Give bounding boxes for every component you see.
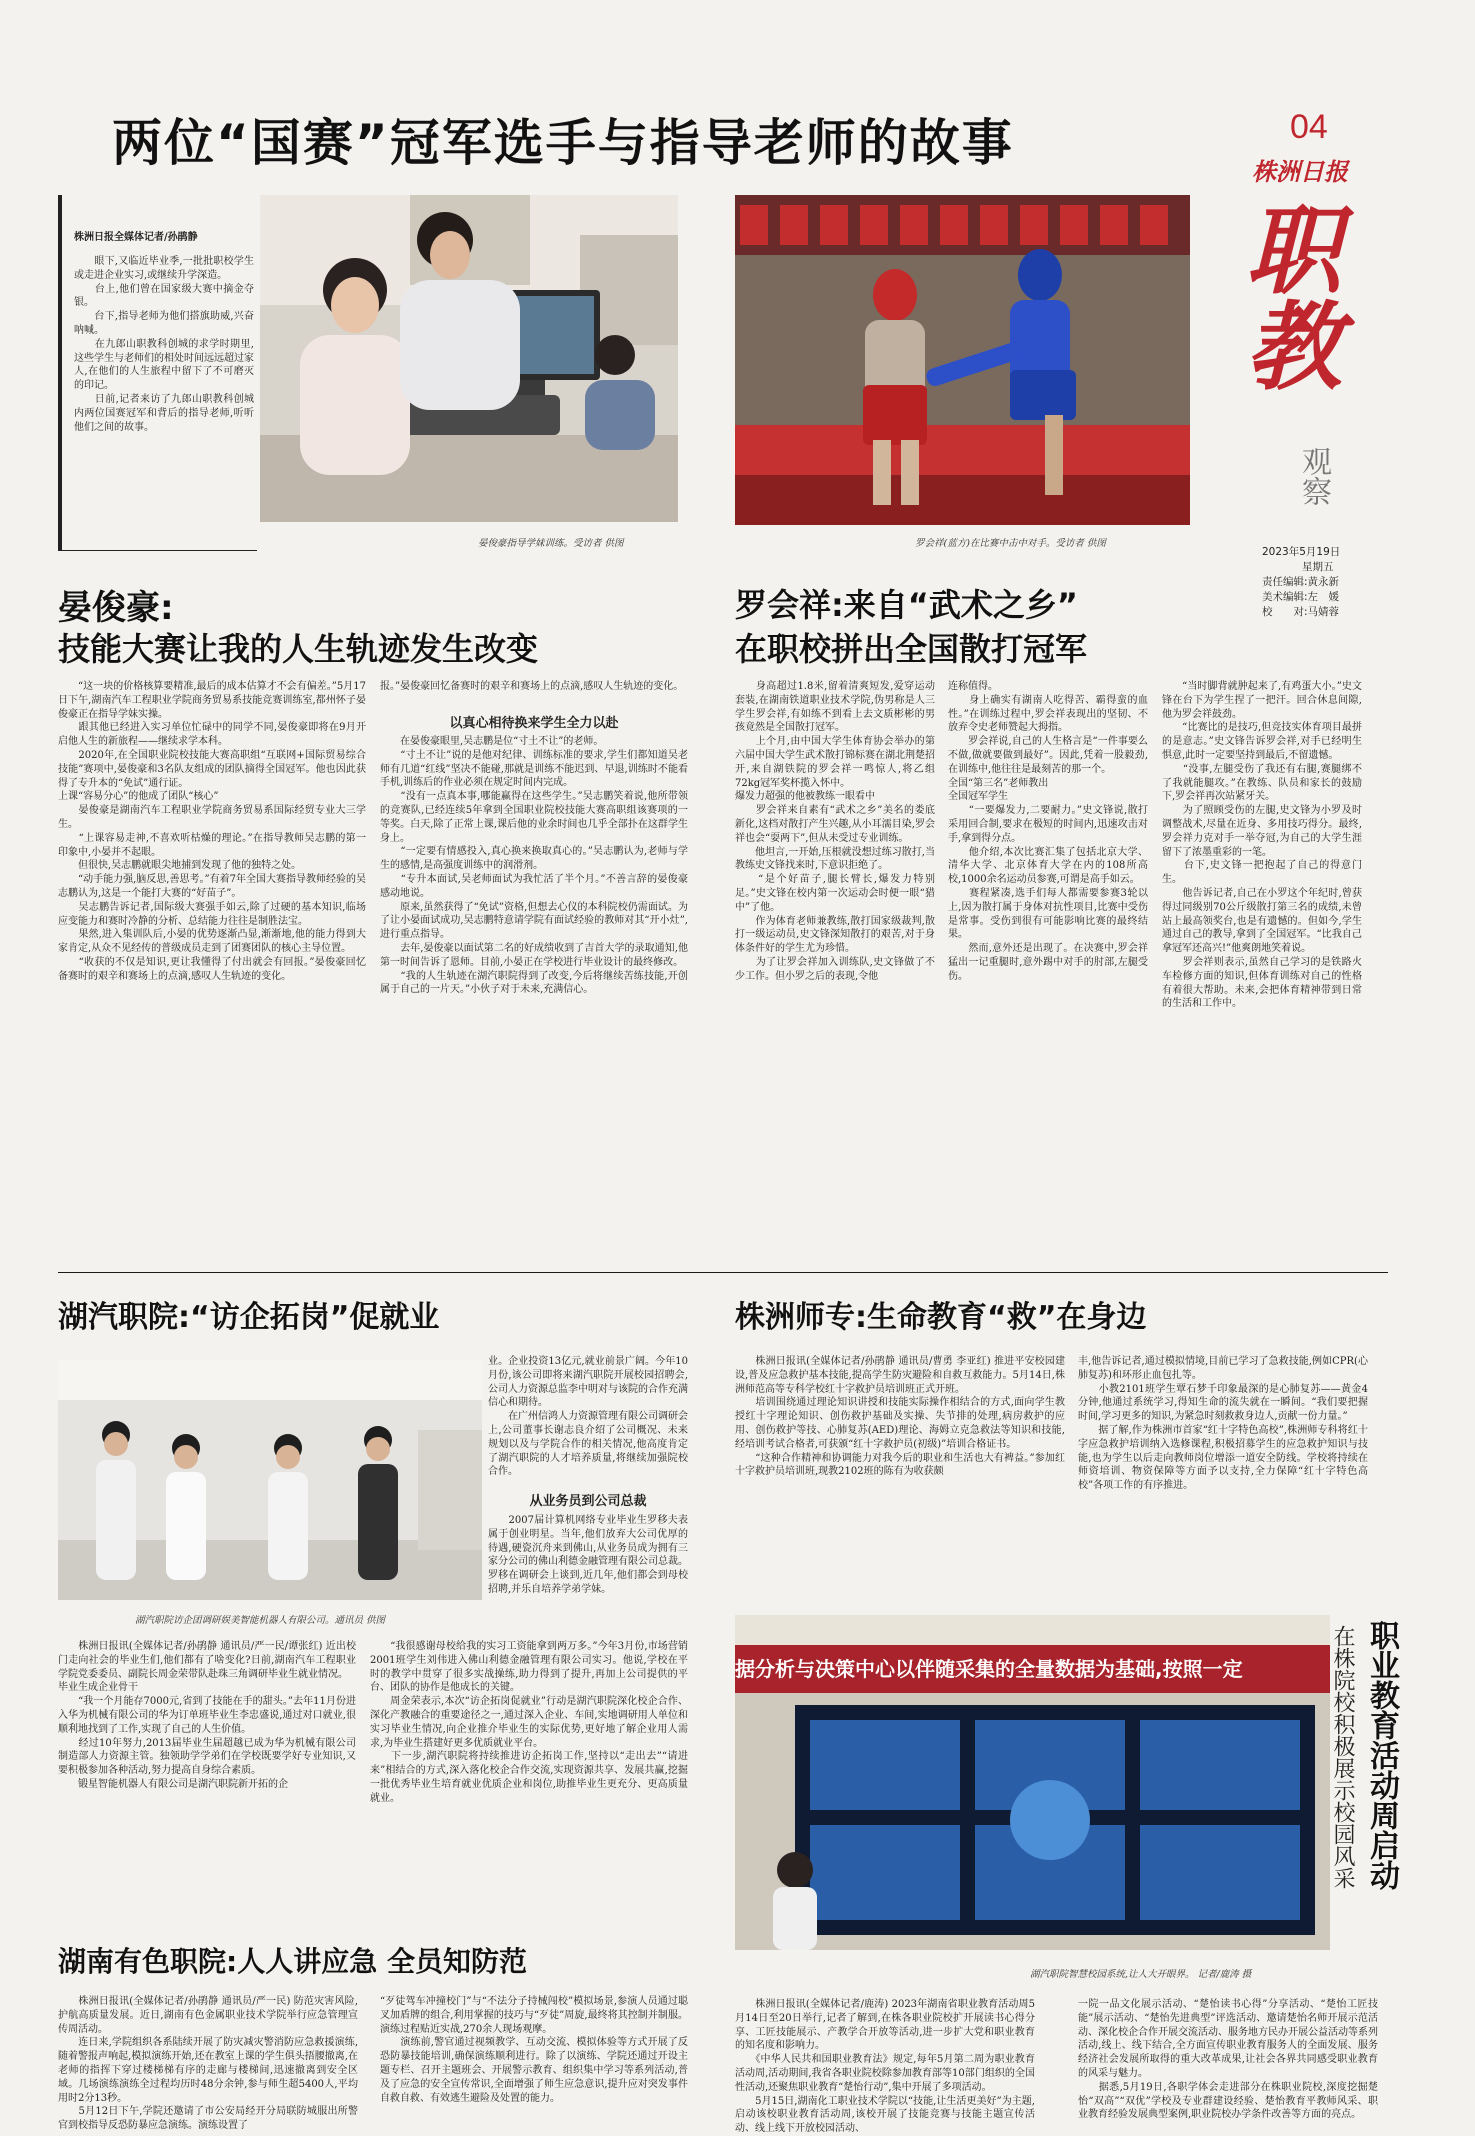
article3-col1: 株洲日报讯(全媒体记者/孙鹃静 通讯员/严一民/谭张红) 近出校门走向社会的毕业生们,他们都有了啥变化?日前,湖南汽车工程职业学院党委委员、副院长周金荣带队赴珠三角调研毕业生就业情况。 毕业生成企业骨干 “我一个月能存7000元,省到了技能在手的甜头。”去年11月份进入华为机械有限公司的华为订单班毕业生李忠盛说,通过对口就业,很顺利地找到了工作,实现了自己的人生价值。 经过10年努力,2013届毕业生届超越已成为华为机械有限公司制造部人力资源主管。独领助学学弟们在学校既要学好专业知识,又要积极参加各种活动,努力提高自身综合素质。 锻星智能机器人有限公司是湖汽职院新开拓的企 (58, 1641, 356, 1790)
article5-col1: 株洲日报讯(全媒体记者/孙鹃静 通讯员/严一民) 防范灾害风险,护航高质量发展。近日,湖南有色金属职业技术学院举行应急管理宣传周活动。 连日来,学院组织各系陆续开展了防灾减灾警消防应急救援演练,随着警报声响起,模拟演练开始,还在教室上课的学生俱头捂腰撤离,在老师的指挥下穿过楼梯梯有序的走廊与楼梯间,迅速撤离到安全区域。几场演练演练全过程均历时48分余钟,参与师生超5400人,平均用时2分13秒。 5月12日下午,学院还邀请了市公安局经开分局联防城服出所警官到校指导反恐防暴应急演练。演练设置了 (58, 1996, 358, 2132)
article6-vertical-title: 职业教育活动周启动 (1364, 1620, 1399, 1890)
training-scene-illustration (260, 195, 678, 522)
article2-col3: “当时脚背就肿起来了,有鸡蛋大小。”史文锋在台下为学生捏了一把汗。回合休息间隙,他为罗会祥鼓劲。 “比赛比的是技巧,但竞技实体育项目最拼的是意志。”史文锋告诉罗会祥,对手已经明生惧意,此时一定要坚持到最后,不留遗憾。 “没事,左腿受伤了我还有右腿,赛腿绑不了我就能腿攻。”在教练、队员和家长的鼓励下,罗会祥再次站紧牙关。 为了照顾受伤的左腿,史文锋为小罗及时调整战术,尽量在近身、多用技巧得分。最终,罗会祥力克对手一举夺冠,为自己的大学生涯留下了浓墨重彩的一笔。 台下,史文锋一把抱起了自己的得意门生。 他告诉记者,自己在小罗这个年纪时,曾获得过同级别70公斤级散打第三名的成绩,未曾站上最高领奖台,也是有遗憾的。但如今,学生通过自己的教导,拿到了全国冠军。“比我自己拿冠军还高兴!”他爽朗地笑着说。 罗会祥则表示,虽然自己学习的是铁路火车检修方面的知识,但体育训练对自己的性格有着很大帮助。未来,会把体育精神带到日常的生活和工作中。 (1162, 681, 1362, 1010)
article2-title-line1: 罗会祥:来自“武术之乡” (735, 586, 1078, 624)
sanda-match-illustration (735, 195, 1190, 525)
article5-col2: “歹徒驾车冲撞校门”与“不法分子持械闯校”模拟场景,参演人员通过聪叉加盾牌的组合,利用掌握的技巧与“歹徒”周旋,最终将其控制并制服。演练过程贴近实战,270余人现场观摩。 演练前,警官通过视频教学、互动交流、模拟体验等方式开展了反恐防暴技能培训,确保演练顺利进行。除了以演练、学院还通过开设主题专栏、召开主题班会、开展警示教育、组织集中学习等系列活动,普及了应急的安全宣传常识,全面增强了师生应急意识,提升应对突发事件自救自救、有效逃生避险及处置的能力。 (380, 1996, 688, 2104)
section-divider (58, 1272, 1388, 1273)
article1-subhead: 以真心相待换来学生全力以赴 (449, 716, 619, 731)
page-number: 04 (1290, 108, 1328, 146)
photo-enterprise-visit (58, 1360, 482, 1600)
issue-weekday: 星期五 (1302, 561, 1334, 573)
screen-banner-text: 据分析与决策中心以伴随采集的全量数据为基础,按照一定 (735, 1657, 1243, 1681)
proofreader: 校 对:马婧蓉 (1262, 606, 1340, 618)
article3-subhead: 从业务员到公司总裁 (529, 1494, 647, 1509)
article1-title-line1: 晏俊豪: (58, 588, 174, 628)
art-editor: 美术编辑:左 媛 (1262, 591, 1340, 603)
article4-col1: 株洲日报讯(全媒体记者/孙鹃静 通讯员/曹勇 李亚红) 推进平安校园建设,普及应急救护基本技能,提高学生防灾避险和自救互救能力。5月14日,株洲师范高等专科学校红十字救护员培训班正式开班。 培训围绕通过理论知识讲授和技能实际操作相结合的方式,面向学生教授红十字理论知识、创伤救护基础及实操、失节排的处理,病房救护的应用、创伤救护等技、心肺复苏(AED)理论、海姆立克急救法等知识和技能,经培训考试合格者,可获颁“红十字救护员(初级)”培训合格证书。 “这种合作精神和协调能力对我今后的职业和生活也大有裨益。”参加红十字救护员培训班,现教2102班的陈有为收获颇 (735, 1356, 1065, 1478)
article6-vertical-subtitle: 在株院校积极展示校园风采 (1330, 1625, 1355, 1889)
issue-date: 2023年5月19日 (1262, 546, 1341, 558)
photo1-caption: 晏俊豪指导学妹训练。受访者 供图 (478, 538, 624, 549)
photo-smart-campus (735, 1615, 1330, 1950)
editor: 责任编辑:黄永新 (1262, 576, 1340, 588)
article2-col1: 身高超过1.8米,留着清爽短发,爱穿运动套装,在湖南铁道职业技术学院,伪男称是人三学生罗会祥,有如练不到看上去文质彬彬的男孩竟然是全国散打冠军。 上个月,由中国大学生体育协会举办的第六届中国大学生武术散打锦标赛在湖北荆楚招开,来自湖铁院的罗会祥一鸣惊人,将乙组72kg冠军奖杯揽入怀中。 爆发力超强的他被教练一眼看中 罗会祥来自素有“武术之乡”美名的娄底新化,这档对散打产生兴趣,从小耳濡目染,罗会祥也会“耍两下”,但从未受过专业训练。 他坦言,一开始,压根就没想过练习散打,当教练史文锋找来时,下意识拒绝了。 “是个好苗子,腿长臂长,爆发力特别足。”史文锋在校内第一次运动会时便一眼“猎中”了他。 作为体育老师兼教练,散打国家级裁判,散打一级运动员,史文锋深知散打的艰苦,对于身体条件好的学生尤为珍惜。 为了让罗会祥加入训练队,史文锋做了不少工作。但小罗之后的表现,令他 (735, 681, 935, 982)
photo2-caption: 罗会祥(蓝方)在比赛中击中对手。受访者 供图 (915, 538, 1106, 549)
article1-col2-lead: 报。”晏俊豪回忆备赛时的艰辛和赛场上的点滴,感叹人生轨迹的变化。 (380, 681, 684, 692)
photo-sanda (735, 195, 1190, 525)
article4-col2: 丰,他告诉记者,通过模拟情境,目前已学习了急救技能,例如CPR(心肺复苏)和环形止血包扎等。 小教2101班学生覃石梦千印象最深的是心肺复苏——黄金4分钟,他通过系统学习,得知生命的流失就在一瞬间。“我们要把握时间,学习更多的知识,为紧急时刻救救身边人,贡献一份力量。” 据了解,作为株洲市首家“红十字特色高校”,株洲师专科将红十字应急救护培训纳入选修课程,积极招募学生的应急救护知识与技能,也为学生以后走向教师岗位增添一道安全防线。学校将持续在师资培训、物资保障等方面予以支持,全力保障“红十字特色高校”各项工作的有序推进。 (1078, 1356, 1368, 1492)
article3-photo-caption: 湖汽职院访企团调研娱美智能机器人有限公司。通讯员 供图 (135, 1615, 386, 1626)
article3-col3: “我很感谢母校给我的实习工资能拿到两万多。”今年3月份,市场营销2001班学生刘伟进入佛山利德金融管理有限公司实习。他说,学校在平时的教学中贯穿了很多实战操练,助力得到了提升,再加上公司提供的平台、团队的协作是他成长的关键。 周金荣表示,本次“访企拓岗促就业”行动是湖汽职院深化校企合作、深化产教融合的重要途径之一,通过深入企业、车间,实地调研用人单位和实习毕业生情况,向企业推介毕业生的实际优势,更好地了解企业用人需求,为毕业生搭建好更多优质就业平台。 下一步,湖汽职院将持续推进访企拓岗工作,坚持以“走出去”“请进来”相结合的方式,深入落化校企合作交流,实现资源共享、发展共赢,挖掘一批优秀毕业生培育就业优质企业和岗位,助推毕业生更充分、更高质量就业。 (370, 1641, 688, 1804)
article5-title: 湖南有色职院:人人讲应急 全员知防范 (58, 1945, 527, 1978)
edition-info (1262, 545, 1340, 620)
intro-box (58, 195, 257, 551)
enterprise-visit-illustration (58, 1360, 482, 1600)
section-subtitle: 观察 (1296, 446, 1331, 506)
article6-col2: 一院一品文化展示活动、“楚怡读书心得”分享活动、“楚怡工匠技能”展示活动、“楚怡先进典型”评选活动、邀请楚怡名师开展示范活动、深化校企合作开展交流活动、服务地方民办开展公益活动等系列活动,线上、线下结合,全方面宣传职业教育服务人的全面发展、服务经济社会发展所取得的重大改革成果,让社会各界共同感受职业教育的风采与魅力。 据悉,5月19日,各职学体会走进部分在株职业院校,深度挖掘楚怡“双高”“双优”学校及专业群建设经验、楚怡教育平教师风采、职业教育经验发展典型案例,职业院校办学条件改善等方面的亮点。 (1078, 1999, 1378, 2121)
article3-col2: 业。企业投资13亿元,就业前景广阔。今年10月份,该公司即将来湖汽职院开展校园招聘会,公司人力资源总监李中明对与该院的合作充满信心和期待。 在广州信鸿人力资源管理有限公司调研会上,公司董事长谢志良介绍了公司概况、未来规划以及与学院合作的相关情况,他高度肯定了湖汽职院的人才培养质量,将继续加强院校合作。 (488, 1356, 688, 1478)
intro-text: 眼下,又临近毕业季,一批批职校学生或走进企业实习,或继续升学深造。 台上,他们曾在国家级大赛中摘金夺银。 台下,指导老师为他们搭旗助威,兴奋呐喊。 在九郎山职教科创城的求学时期里,这些学生与老师们的相处时间远远超过家人,在他们的人生旅程中留下了不可磨灭的印记。 日前,记者来访了九郎山职教科创城内两位国赛冠军和背后的指导老师,听听他们之间的故事。 (74, 256, 254, 433)
article3-title: 湖汽职院:“访企拓岗”促就业 (58, 1300, 440, 1335)
intro-byline: 株洲日报全媒体记者/孙鹃静 (74, 232, 198, 243)
section-title: 职教 (1230, 200, 1343, 392)
article1-col1: “这一块的价格核算要精准,最后的成本估算才不会有偏差。”5月17日下午,湖南汽车工程职业学院商务贸易系技能竞赛训练室,都州怀子晏俊豪正在指导学妹实操。 跟其他已经进入实习单位忙碌中的同学不同,晏俊豪即将在9月开启他人生的新旅程——继续求学本科。 2020年,在全国职业院校技能大赛高职组“互联网+国际贸易综合技能”赛项中,晏俊豪和3名队友组成的团队摘得全国冠军。他也因此获得了专升本的“免试”通行证。 上课“容易分心”的他成了团队“核心” 晏俊豪是湖南汽车工程职业学院商务贸易系国际经贸专业大三学生。 “上课容易走神,不喜欢听枯燥的理论。”在指导教师吴志鹏的第一印象中,小晏并不起眼。 但很快,吴志鹏就眼尖地捕到发现了他的独特之处。 “动手能力强,脑反思,善思考。”有着7年全国大赛指导教师经验的吴志鹏认为,这是一个能打大赛的“好苗子”。 吴志鹏告诉记者,国际级大赛强手如云,除了过硬的基本知识,临场应变能力和赛时冷静的分析、总结能力往往是制胜法宝。 果然,进入集训队后,小晏的优势逐渐凸显,渐渐地,他的能力得到大家肯定,从众不见经传的普级成员走到了团赛团队的核心主导位置。 “收获的不仅是知识,更让我懂得了付出就会有回报。”晏俊豪回忆备赛时的艰辛和赛场上的点滴,感叹人生轨迹的变化。 (58, 681, 366, 982)
article1-title-line2: 技能大赛让我的人生轨迹发生改变 (58, 630, 539, 668)
article2-col2: 连称值得。 身上确实有湖南人吃得苦、霸得蛮的血性。”在训练过程中,罗会祥表现出的坚韧、不放弃令史老师赞起大拇指。 罗会祥说,自己的人生格言是“一件事要么不做,做就要做到最好”。因此,凭着一股毅劲,在训练中,他往往是最刻苦的那一个。 全国“第三名”老师教出 全国冠军学生 “一要爆发力,二要耐力。”史文锋说,散打采用回合制,要求在极短的时间内,迅速攻击对手,拿到得分点。 他介绍,本次比赛汇集了包括北京大学、清华大学、北京体育大学在内的108所高校,1000余名运动员参赛,可谓是高手如云。 赛程紧凑,选手们每人都需要参赛3轮以上,因为散打属于身体对抗性项目,比赛中受伤是常事。受伤到很有可能影响比赛的最终结果。 然而,意外还是出现了。在决赛中,罗会祥猛出一记重腿时,意外踢中对手的肘部,左腿受伤。 (948, 681, 1148, 982)
photo-training (260, 195, 678, 522)
article1-col2: 在晏俊豪眼里,吴志鹏是位“寸土不让”的老师。 “寸土不让”说的是他对纪律、训练标准的要求,学生们都知道吴老师有几道“红线”坚决不能碰,那就是训练不能迟到、早退,训练时不能看手机,训练后的作业必须在规定时间内完成。 “没有一点真本事,哪能赢得在这些学生。”吴志鹏笑着说,他所带领的竞赛队,已经连续5年拿到全国职业院校技能大赛高职组该赛项的一等奖。白天,除了正常上课,课后他的业余时间也几乎全部扑在这群学生身上。 “一定要有情感投入,真心换来换取真心的。”吴志鹏认为,老师与学生的感情,是高强度训练中的润滑剂。 “专升本面试,吴老师面试为我忙活了半个月。”不善言辞的晏俊豪感动地说。 原来,虽然获得了“免试”资格,但想去心仪的本科院校仍需面试。为了让小晏面试成功,吴志鹏特意请学院有面试经验的教师对其“开小灶”,进行重点指导。 去年,晏俊豪以面试第二名的好成绩收到了吉首大学的录取通知,他第一时间告诉了恩师。目前,小晏正在学校进行毕业设计的最终修改。 “我的人生轨迹在湖汽职院得到了改变,今后将继续苦练技能,开创属于自己的一片天。”小伙子对于未来,充满信心。 (380, 736, 688, 996)
article2-title-line2: 在职校拼出全国散打冠军 (735, 630, 1088, 668)
main-title: 两位“国赛”冠军选手与指导老师的故事 (112, 114, 1014, 172)
paper-name: 株洲日报 (1252, 157, 1348, 186)
article6-col1: 株洲日报讯(全媒体记者/鹿涛) 2023年湖南省职业教育活动周5月14日至20日举行,记者了解到,在株各职业院校扩开展读书心得分享、工匠技能展示、产教学合开放等活动,进一步扩大党和职业教育的知名度和影响力。 《中华人民共和国职业教育法》规定,每年5月第二周为职业教育活动周,活动期间,我省各职业院校除参加教育部等10部门组织的全国性活动,还聚焦职业教育“楚怡行动”,集中开展了多项活动。 5月15日,湖南化工职业技术学院以“技能,让生活更美好”为主题,启动该校职业教育活动周,该校开展了技能竞赛与技能主题宣传活动、线上线下开放校园活动、 (735, 1999, 1035, 2135)
article6-photo-caption: 湖汽职院智慧校园系统,让人大开眼界。 记者/鹿涛 摄 (1030, 1969, 1252, 1980)
article4-title: 株洲师专:生命教育“救”在身边 (735, 1300, 1147, 1335)
article3-col2b: 2007届计算机网络专业毕业生罗移夫表属于创业明星。当年,他们放弃大公司优厚的待遇,硬瓷沉舟来到佛山,从业务员成为拥有三家分公司的佛山利德金融管理有限公司总裁。罗移在调研会上谈到,近几年,他们都会到母校招聘,并乐自培养学弟学妹。 (488, 1515, 688, 1595)
